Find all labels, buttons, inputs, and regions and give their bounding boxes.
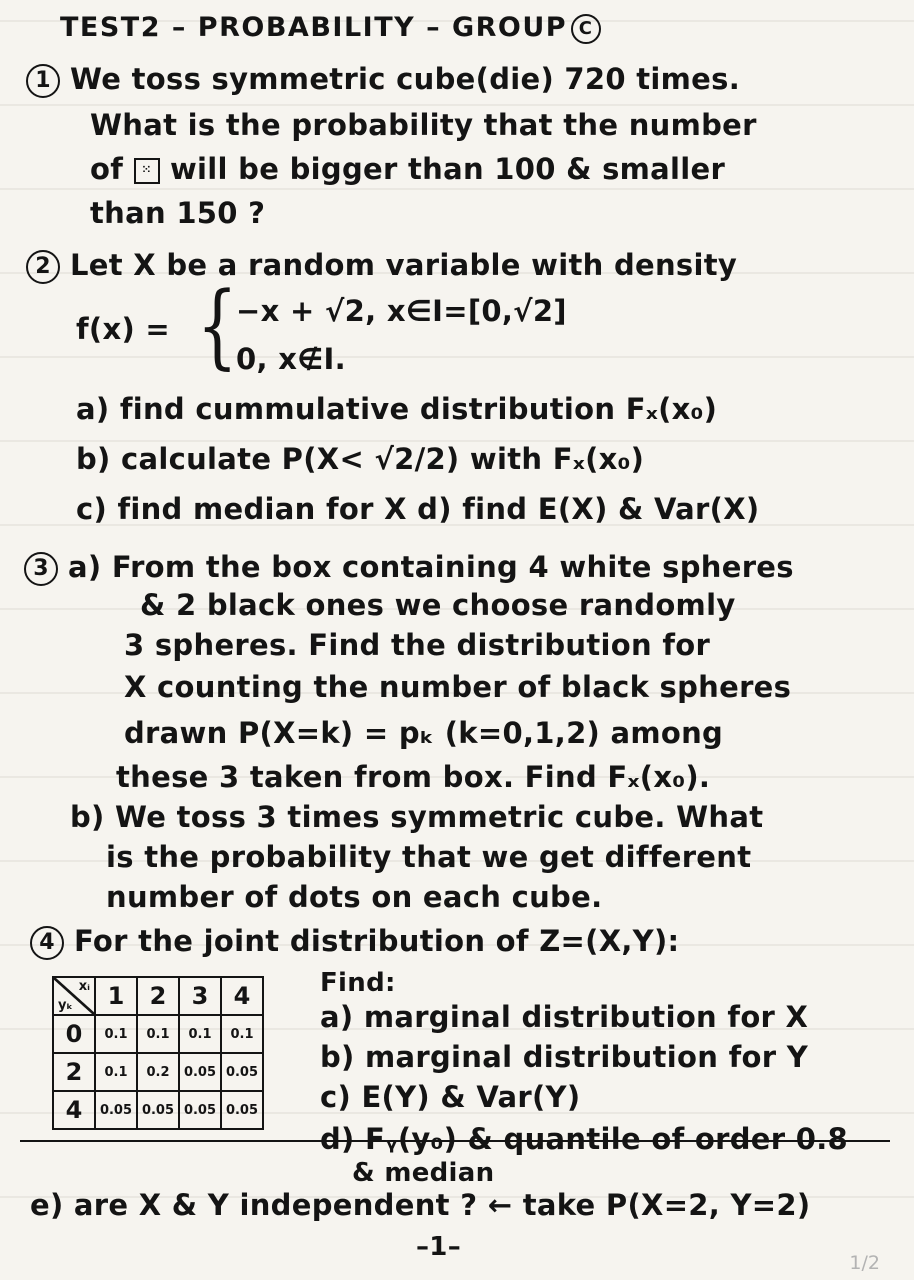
- piecewise-brace: {: [196, 272, 238, 379]
- problem-3-line-2: & 2 black ones we choose randomly: [140, 588, 736, 622]
- density-case-2: 0, x∉I.: [236, 342, 346, 376]
- problem-4-number: 4: [30, 926, 64, 960]
- probability-cell: 0.1: [95, 1015, 137, 1053]
- problem-1-text-3: will be bigger than 100 & smaller: [169, 152, 726, 186]
- problem-4-item-e: e) are X & Y independent ? ← take P(X=2, Y=2): [30, 1188, 811, 1222]
- problem-3-line-3: 3 spheres. Find the distribution for: [124, 628, 711, 662]
- x-value-cell: 1: [95, 977, 137, 1015]
- probability-cell: 0.05: [221, 1091, 263, 1129]
- page-title: [60, 12, 601, 44]
- probability-cell: 0.05: [179, 1091, 221, 1129]
- problem-3-line-8: is the probability that we get different: [106, 840, 752, 874]
- problem-2-part-c-d: c) find median for X d) find E(X) & Var(X): [76, 492, 760, 526]
- x-value-cell: 4: [221, 977, 263, 1015]
- y-value-cell: 2: [53, 1053, 95, 1091]
- problem-4-find-label: Find:: [320, 968, 396, 998]
- problem-1-of: of: [90, 152, 124, 186]
- dice-face-icon: ⁙: [134, 158, 160, 184]
- y-value-cell: 0: [53, 1015, 95, 1053]
- corner-y-label: yₖ: [58, 998, 73, 1013]
- problem-4-line-1: [30, 924, 679, 960]
- problem-1-line-2: What is the probability that the number: [90, 108, 757, 142]
- joint-distribution-table: [52, 976, 264, 1130]
- problem-1-line-1: [26, 62, 740, 98]
- problem-2-line-1: [26, 248, 737, 284]
- x-value-cell: 3: [179, 977, 221, 1015]
- probability-cell: 0.1: [95, 1053, 137, 1091]
- table-row: [53, 1091, 263, 1129]
- problem-1-line-3: [90, 152, 725, 186]
- page-mark: –1–: [416, 1232, 461, 1262]
- problem-1-line-4: than 150 ?: [90, 196, 266, 230]
- probability-cell: 0.1: [179, 1015, 221, 1053]
- problem-4-item-d-cont: & median: [352, 1158, 495, 1188]
- problem-4-item-a: a) marginal distribution for X: [320, 1000, 809, 1034]
- problem-4-item-d: d) Fᵧ(y₀) & quantile of order 0.8: [320, 1122, 849, 1156]
- problem-4-item-b: b) marginal distribution for Y: [320, 1040, 809, 1074]
- table-header-row: [53, 977, 263, 1015]
- problem-3-line-6: these 3 taken from box. Find Fₓ(x₀).: [116, 760, 711, 794]
- density-case-1: −x + √2, x∈I=[0,√2]: [236, 294, 567, 328]
- problem-3-line-7: b) We toss 3 times symmetric cube. What: [70, 800, 764, 834]
- density-label: f(x) =: [76, 312, 171, 346]
- problem-3-line-4: X counting the number of black spheres: [124, 670, 792, 704]
- problem-2-part-b: b) calculate P(X< √2/2) with Fₓ(x₀): [76, 442, 645, 476]
- probability-cell: 0.05: [221, 1053, 263, 1091]
- problem-1-text-1: We toss symmetric cube(die) 720 times.: [70, 62, 741, 96]
- probability-cell: 0.1: [137, 1015, 179, 1053]
- problem-2-intro: Let X be a random variable with density: [70, 248, 738, 282]
- problem-3-number: 3: [24, 552, 58, 586]
- y-value-cell: 4: [53, 1091, 95, 1129]
- probability-cell: 0.1: [221, 1015, 263, 1053]
- title-text: TEST2 – PROBABILITY – GROUP: [60, 12, 568, 43]
- problem-3-line-1: [24, 550, 794, 586]
- problem-3-line-9: number of dots on each cube.: [106, 880, 603, 914]
- probability-cell: 0.05: [137, 1091, 179, 1129]
- problem-4-item-c: c) E(Y) & Var(Y): [320, 1080, 581, 1114]
- probability-cell: 0.2: [137, 1053, 179, 1091]
- table-row: [53, 1015, 263, 1053]
- probability-cell: 0.05: [95, 1091, 137, 1129]
- problem-3-line-5: drawn P(X=k) = pₖ (k=0,1,2) among: [124, 716, 724, 750]
- problem-4-intro: For the joint distribution of Z=(X,Y):: [74, 924, 680, 958]
- page-counter: 1/2: [849, 1252, 880, 1274]
- group-circle: C: [571, 14, 601, 44]
- table-row: [53, 1053, 263, 1091]
- corner-x-label: xᵢ: [78, 979, 90, 994]
- problem-3-text-1: a) From the box containing 4 white spheres: [68, 550, 794, 584]
- problem-1-number: 1: [26, 64, 60, 98]
- table-corner-cell: [53, 977, 95, 1015]
- x-value-cell: 2: [137, 977, 179, 1015]
- probability-cell: 0.05: [179, 1053, 221, 1091]
- problem-2-part-a: a) find cummulative distribution Fₓ(x₀): [76, 392, 718, 426]
- problem-2-number: 2: [26, 250, 60, 284]
